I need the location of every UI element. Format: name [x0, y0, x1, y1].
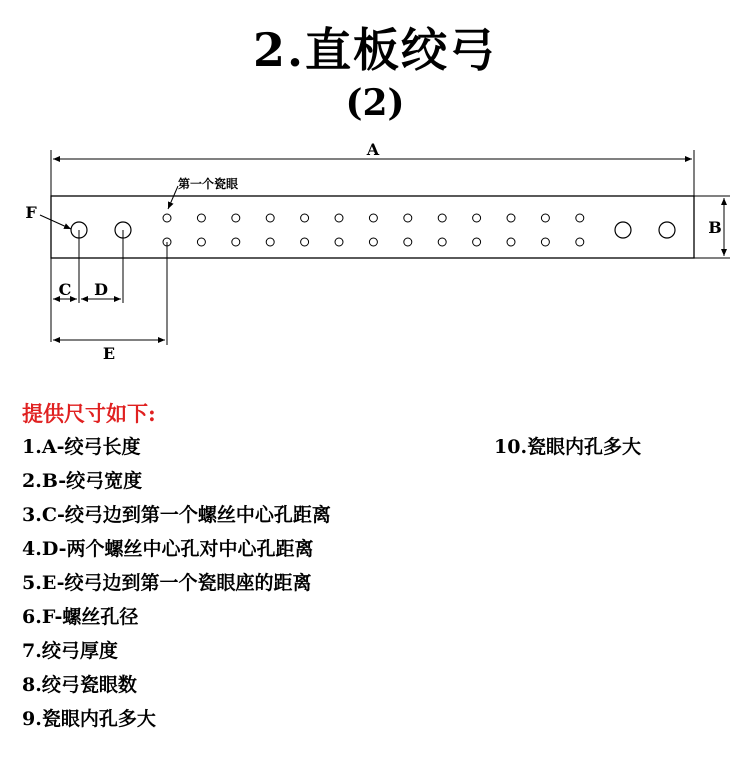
eyelet-hole	[232, 238, 240, 246]
eyelet-hole	[369, 214, 377, 222]
eyelet-hole	[438, 238, 446, 246]
dim-f-label: F	[25, 203, 37, 222]
page-subtitle: (2)	[345, 82, 405, 124]
eyelet-hole	[335, 238, 343, 246]
spec-item: 3.C-绞弓边到第一个螺丝中心孔距离	[22, 504, 331, 526]
eyelet-grid	[163, 214, 584, 246]
bar-outline	[51, 196, 694, 258]
spec-item: 4.D-两个螺丝中心孔对中心孔距离	[22, 538, 314, 560]
spec-item: 5.E-绞弓边到第一个瓷眼座的距离	[22, 572, 312, 594]
spec-list	[22, 430, 331, 736]
dim-a-label: A	[366, 140, 380, 159]
screw-hole	[659, 222, 675, 238]
eyelet-hole	[197, 238, 205, 246]
dim-d-label: D	[94, 280, 108, 299]
dim-f-leader	[40, 215, 71, 229]
eyelet-hole	[232, 214, 240, 222]
spec-item: 8.绞弓瓷眼数	[22, 674, 137, 696]
dim-c-label: C	[58, 280, 72, 299]
eyelet-hole	[266, 214, 274, 222]
dim-b-label: B	[708, 218, 722, 237]
eyelet-hole	[369, 238, 377, 246]
eyelet-hole	[576, 238, 584, 246]
bar-diagram	[0, 130, 750, 370]
eyelet-hole	[404, 238, 412, 246]
first-eyelet-label: 第一个瓷眼	[178, 177, 239, 191]
eyelet-hole	[266, 238, 274, 246]
spec-item: 2.B-绞弓宽度	[22, 470, 143, 492]
page-title: 2.直板绞弓	[252, 23, 498, 77]
spec-item: 1.A-绞弓长度	[22, 436, 141, 458]
first-eyelet-leader	[168, 186, 178, 209]
spec-item: 6.F-螺丝孔径	[22, 606, 139, 628]
spec-header: 提供尺寸如下:	[22, 401, 156, 426]
eyelet-hole	[404, 214, 412, 222]
eyelet-hole	[576, 214, 584, 222]
spec-item-extra: 10.瓷眼内孔多大	[494, 436, 642, 458]
eyelet-hole	[541, 214, 549, 222]
eyelet-hole	[507, 214, 515, 222]
spec-item: 9.瓷眼内孔多大	[22, 708, 156, 730]
screw-hole	[615, 222, 631, 238]
dim-e-label: E	[102, 344, 116, 363]
eyelet-hole	[197, 214, 205, 222]
eyelet-hole	[507, 238, 515, 246]
eyelet-hole	[301, 214, 309, 222]
eyelet-hole	[335, 214, 343, 222]
eyelet-hole	[438, 214, 446, 222]
eyelet-hole	[163, 214, 171, 222]
eyelet-hole	[473, 214, 481, 222]
eyelet-hole	[541, 238, 549, 246]
eyelet-hole	[473, 238, 481, 246]
spec-item: 7.绞弓厚度	[22, 640, 118, 662]
eyelet-hole	[301, 238, 309, 246]
